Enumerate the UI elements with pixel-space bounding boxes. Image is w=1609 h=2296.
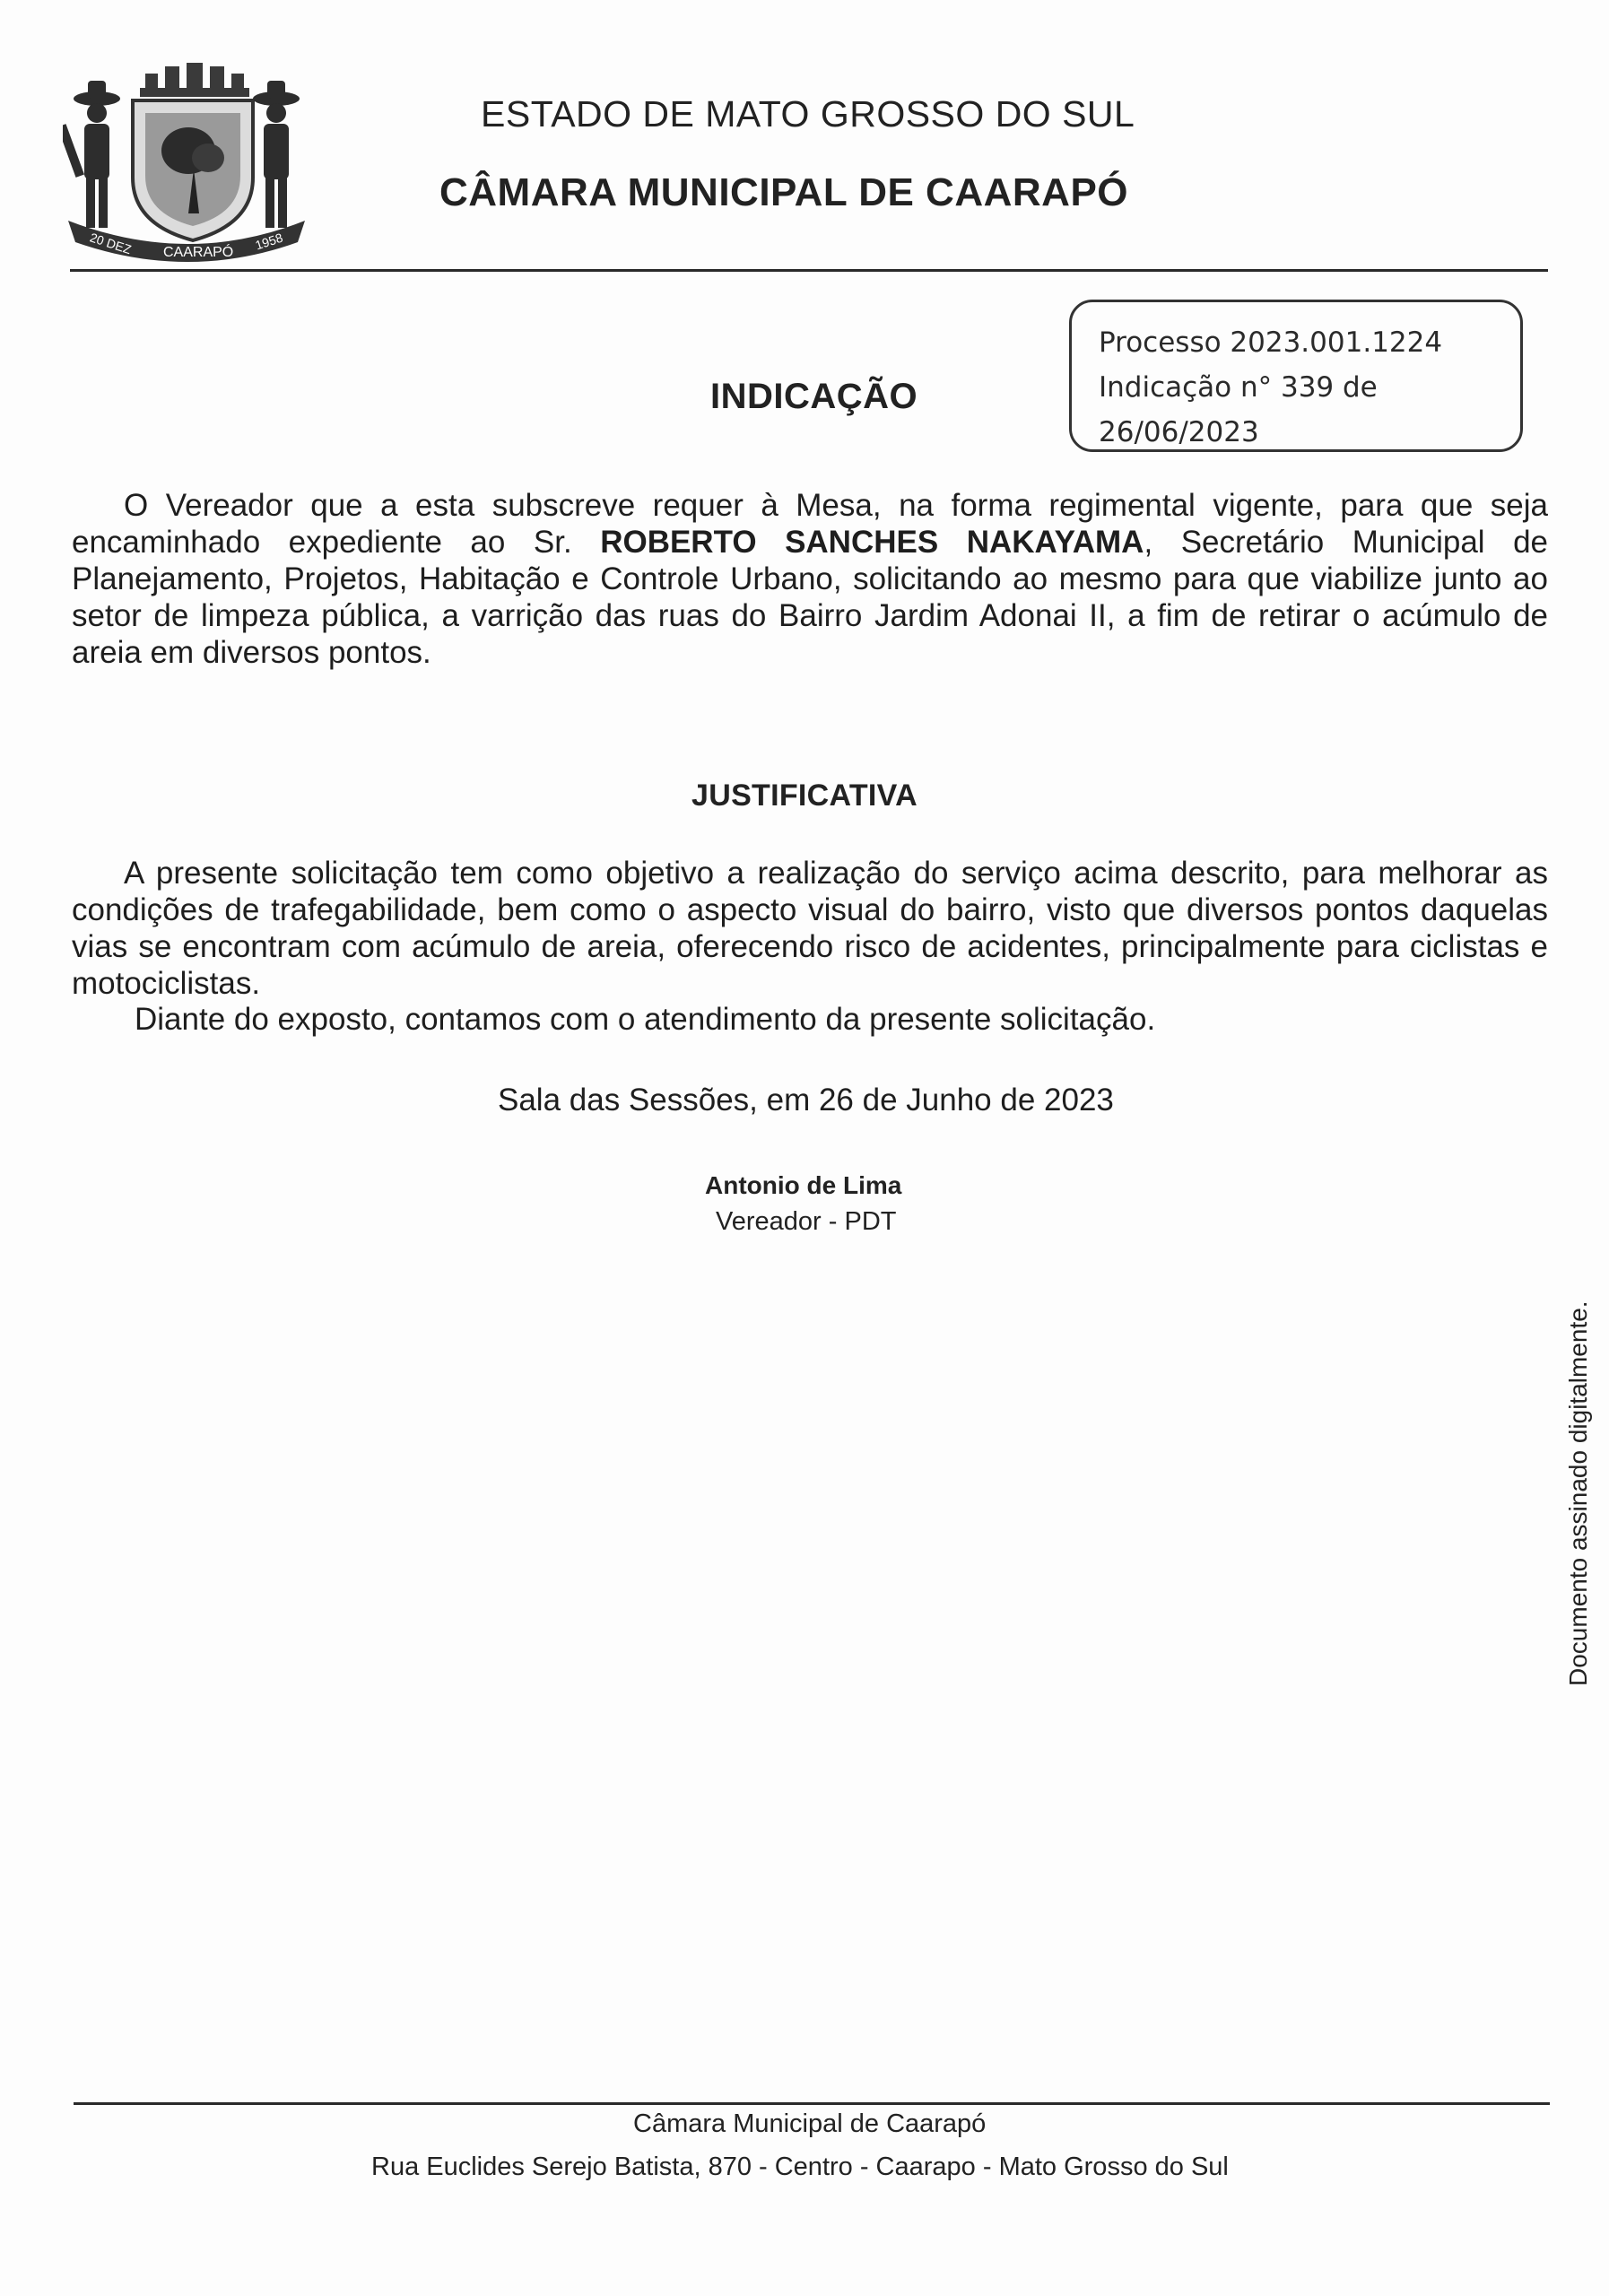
request-text-end: , Secretário Municipal de Planejamento, Projetos, Habitação e Controle Urbano, solicitando ao mesmo para que viabilize junto ao setor de limpeza pública, a varrição das ruas do Bairro Jardim Adonai II, a fim de retirar o acúmulo de areia em diversos pontos. (72, 525, 1549, 670)
place-date: Sala das Sessões, em 26 de Junho de 2023 (498, 1083, 1114, 1118)
svg-text:20 DEZ: 20 DEZ (88, 230, 134, 257)
process-box (1069, 300, 1523, 452)
municipal-crest-logo (63, 61, 309, 263)
indication-number: Indicação n° 339 de (1099, 371, 1378, 404)
svg-text:1958: 1958 (253, 230, 285, 253)
request-text-start: O Vereador que a esta subscreve requer à Mesa, na forma regimental vigente, para que seja encaminhado expediente ao Sr. (72, 488, 1548, 560)
signer-name: Antonio de Lima (705, 1171, 902, 1199)
addressee-name: ROBERTO SANCHES NAKAYAMA (600, 525, 1144, 560)
digital-signature-stamp: Documento assinado digitalmente. (1564, 1300, 1592, 1686)
request-paragraph (72, 487, 1548, 671)
closing-paragraph: Diante do exposto, contamos com o atendimento da presente solicitação. (135, 1002, 1156, 1037)
footer-name: Câmara Municipal de Caarapó (633, 2109, 987, 2138)
signer-role: Vereador - PDT (716, 1207, 897, 1236)
header-state: ESTADO DE MATO GROSSO DO SUL (481, 93, 1135, 135)
indication-date: 26/06/2023 (1099, 416, 1259, 448)
process-number: Processo 2023.001.1224 (1099, 326, 1443, 359)
header-divider (70, 269, 1548, 272)
justification-text: A presente solicitação tem como objetivo a realização do serviço acima descrito, para melhorar as condições de trafegabilidade, bem como o aspecto visual do bairro, visto que diversos pontos daquelas vias se encontram com acúmulo de areia, oferecendo risco de acidentes, principalmente para ciclistas e motociclistas. (72, 856, 1548, 1001)
justification-title: JUSTIFICATIVA (691, 778, 918, 813)
footer-address: Rua Euclides Serejo Batista, 870 - Centro - Caarapo - Mato Grosso do Sul (371, 2152, 1229, 2181)
svg-text:CAARAPÓ: CAARAPÓ (163, 245, 234, 260)
justification-paragraph (72, 855, 1548, 1002)
header-chamber: CÂMARA MUNICIPAL DE CAARAPÓ (439, 170, 1129, 214)
document-title: INDICAÇÃO (710, 377, 918, 416)
footer-divider (74, 2102, 1550, 2105)
